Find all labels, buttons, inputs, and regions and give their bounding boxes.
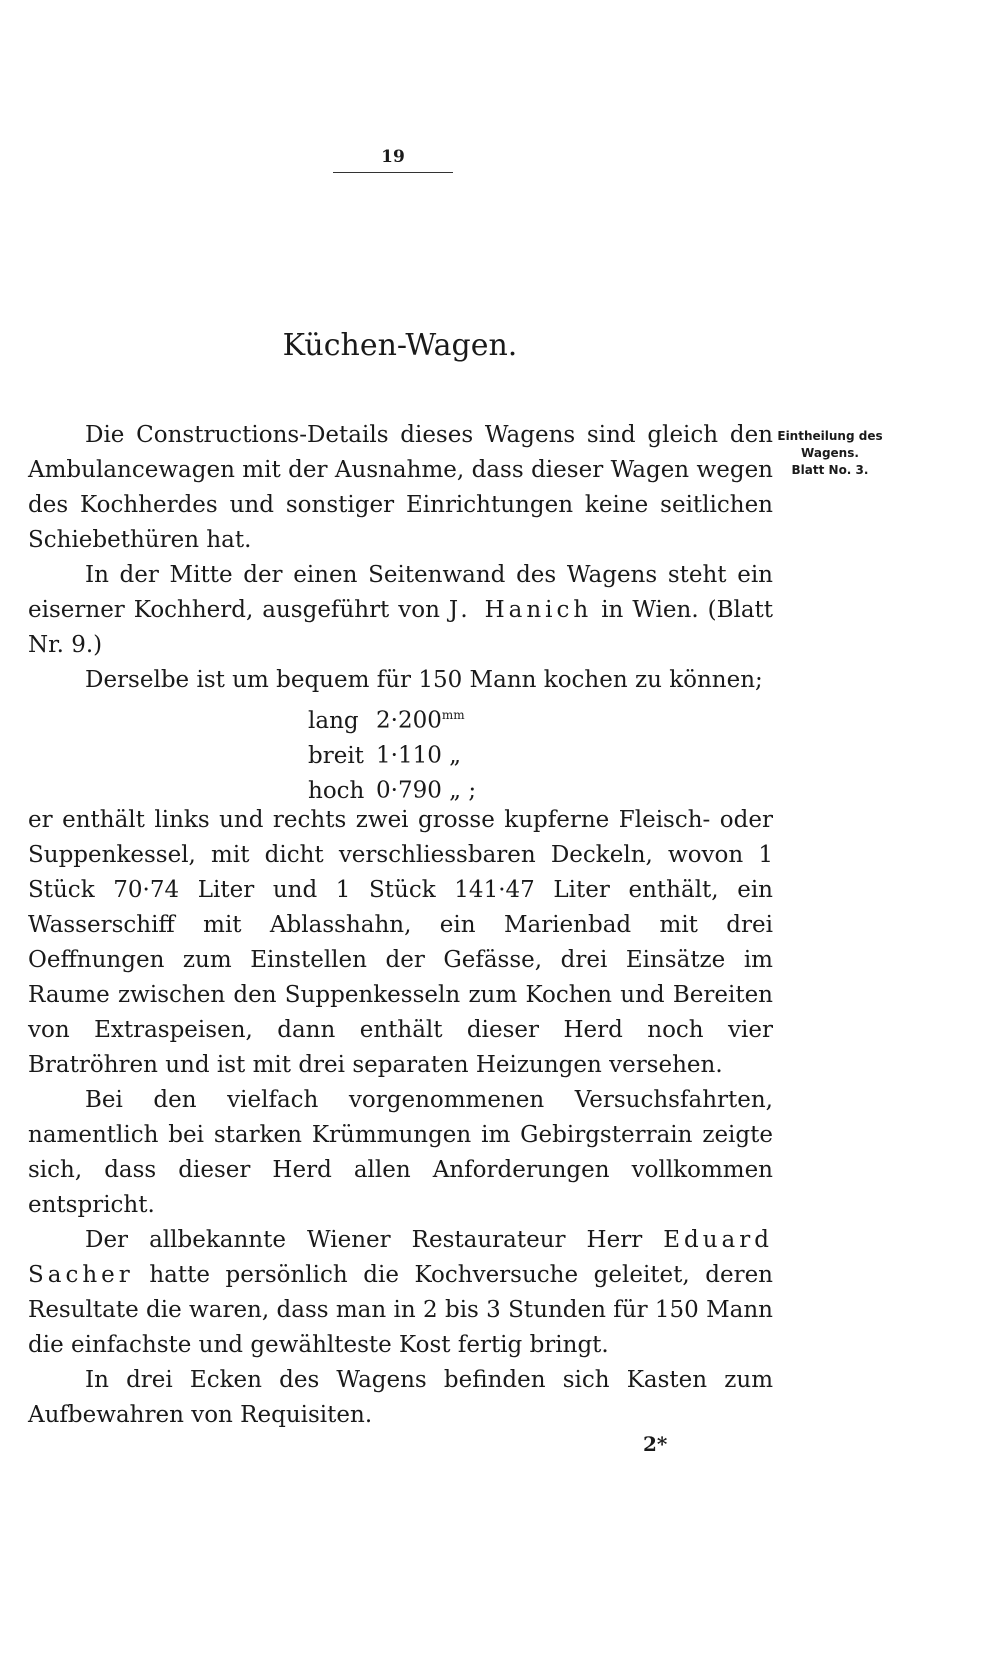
paragraph-equipment: er enthält links und rechts zwei grosse kupferne Fleisch- oder Suppenkessel, mit dicht verschliessbaren Deckeln, wovon 1 Stück 70·74 Liter und 1 Stück 141·47 Liter enthält, ein Wasserschiff mit Ablasshahn, ein Marienbad mit drei Oeffnungen zum Einstellen der Gefässe, drei Einsätze im Raume zwischen den Suppenkesseln zum Kochen und Bereiten von Extraspeisen, dann enthält dieser Herd noch vier Bratröhren und ist mit drei separaten Heizungen versehen. [28,807,773,1078]
paragraph-sacher [28,1223,773,1363]
signature-mark: 2* [643,1432,668,1456]
dimension-suffix: „ ; [441,777,477,804]
margin-note [770,428,890,479]
dimension-row [308,768,773,803]
maker-name: J. Hanich [448,597,593,623]
dimension-unit: mm [441,708,465,722]
dimension-value: 0·790 [376,777,442,804]
paragraph-sacher-text: Der allbekannte Wiener Restaurateur Herr [85,1227,643,1253]
paragraph-sacher-text-end: hatte persönlich die Kochversuche geleitet, deren Resultate die waren, dass man in 2 bis 3 Stunden für 150 Mann die einfachste und gewählteste Kost fertig bringt. [28,1262,774,1358]
section-title: Küchen-Wagen. [282,328,518,363]
dimension-label: hoch [308,777,365,804]
dimension-value: 1·110 [376,742,442,769]
dimension-row [308,698,773,733]
paragraph-kochherd [28,558,773,663]
paragraph-kochherd-text-end: in Wien. (Blatt Nr. 9.) [28,597,774,658]
paragraph-storage: In drei Ecken des Wagens befinden sich Kasten zum Aufbewahren von Requisiten. [28,1367,773,1428]
paragraph-construction: Die Constructions-Details dieses Wagens sind gleich den Ambulancewagen mit der Ausnahme, dass dieser Wagen wegen des Kochherdes und sonstiger Einrichtungen keine seitlichen Schiebethüren hat. [28,422,773,553]
margin-note-heading: Eintheilung des Wagens. [777,429,883,460]
dimension-value: 2·200 [376,707,442,734]
restaurateur-name: Eduard Sacher [28,1227,773,1288]
margin-note-reference: Blatt No. 3. [791,463,869,477]
dimension-suffix: „ [441,742,462,769]
body-text [28,418,773,1433]
dimension-row [308,733,773,768]
paragraph-test-drives: Bei den vielfach vorgenommenen Versuchsfahrten, namentlich bei starken Krümmungen im Gebirgsterrain zeigte sich, dass dieser Herd allen Anforderungen vollkommen entspricht. [28,1087,773,1218]
page-number-rule [333,172,453,173]
dimensions-list [308,698,773,803]
dimension-label: breit [308,742,364,769]
paragraph-kochherd-text: In der Mitte der einen Seitenwand des Wagens steht ein eiserner Kochherd, ausgeführt von [28,562,773,623]
dimension-label: lang [308,707,359,734]
page-number: 19 [381,147,405,167]
paragraph-capacity: Derselbe ist um bequem für 150 Mann kochen zu können; [85,667,763,693]
